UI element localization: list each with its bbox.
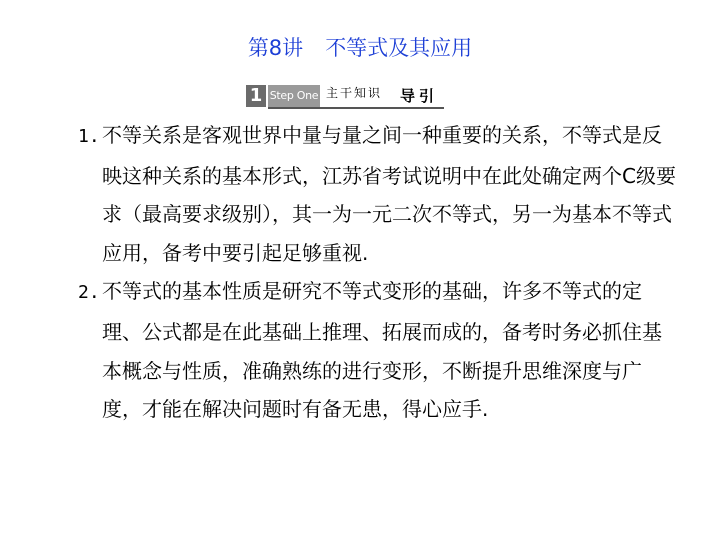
step-label: Step One: [268, 85, 320, 107]
paragraph-1-text: 不等关系是客观世界中量与量之间一种重要的关系，不等式是反映这种关系的基本形式，江苏省考试说明中在此处确定两个C级要求（最高要求级别），其一为一元二次不等式，另一为基本不等式应用，备考中要引起足够重视.: [102, 123, 676, 265]
section-label: 主干知识: [326, 86, 383, 100]
lecture-topic: 不等式及其应用: [325, 36, 473, 60]
step-number-badge: 1: [246, 85, 266, 107]
paragraph-1-marker: 1.: [78, 126, 100, 147]
lecture-number: 第8讲: [247, 36, 304, 60]
paragraph-2-text: 不等式的基本性质是研究不等式变形的基础，许多不等式的定理、公式都是在此基础上推理、拓展而成的，备考时务必抓住基本概念与性质，准确熟练的进行变形，不断提升思维深度与广度，才能在解决问题时有备无患，得心应手.: [102, 279, 662, 422]
guide-label: 导引: [400, 87, 439, 105]
paragraph-2-marker: 2.: [78, 282, 100, 304]
step-underline: [268, 107, 444, 109]
step-banner: [246, 84, 446, 109]
content-body: [78, 116, 678, 429]
paragraph-2: [78, 272, 678, 428]
paragraph-1: [78, 116, 678, 272]
page-title: [0, 34, 720, 62]
